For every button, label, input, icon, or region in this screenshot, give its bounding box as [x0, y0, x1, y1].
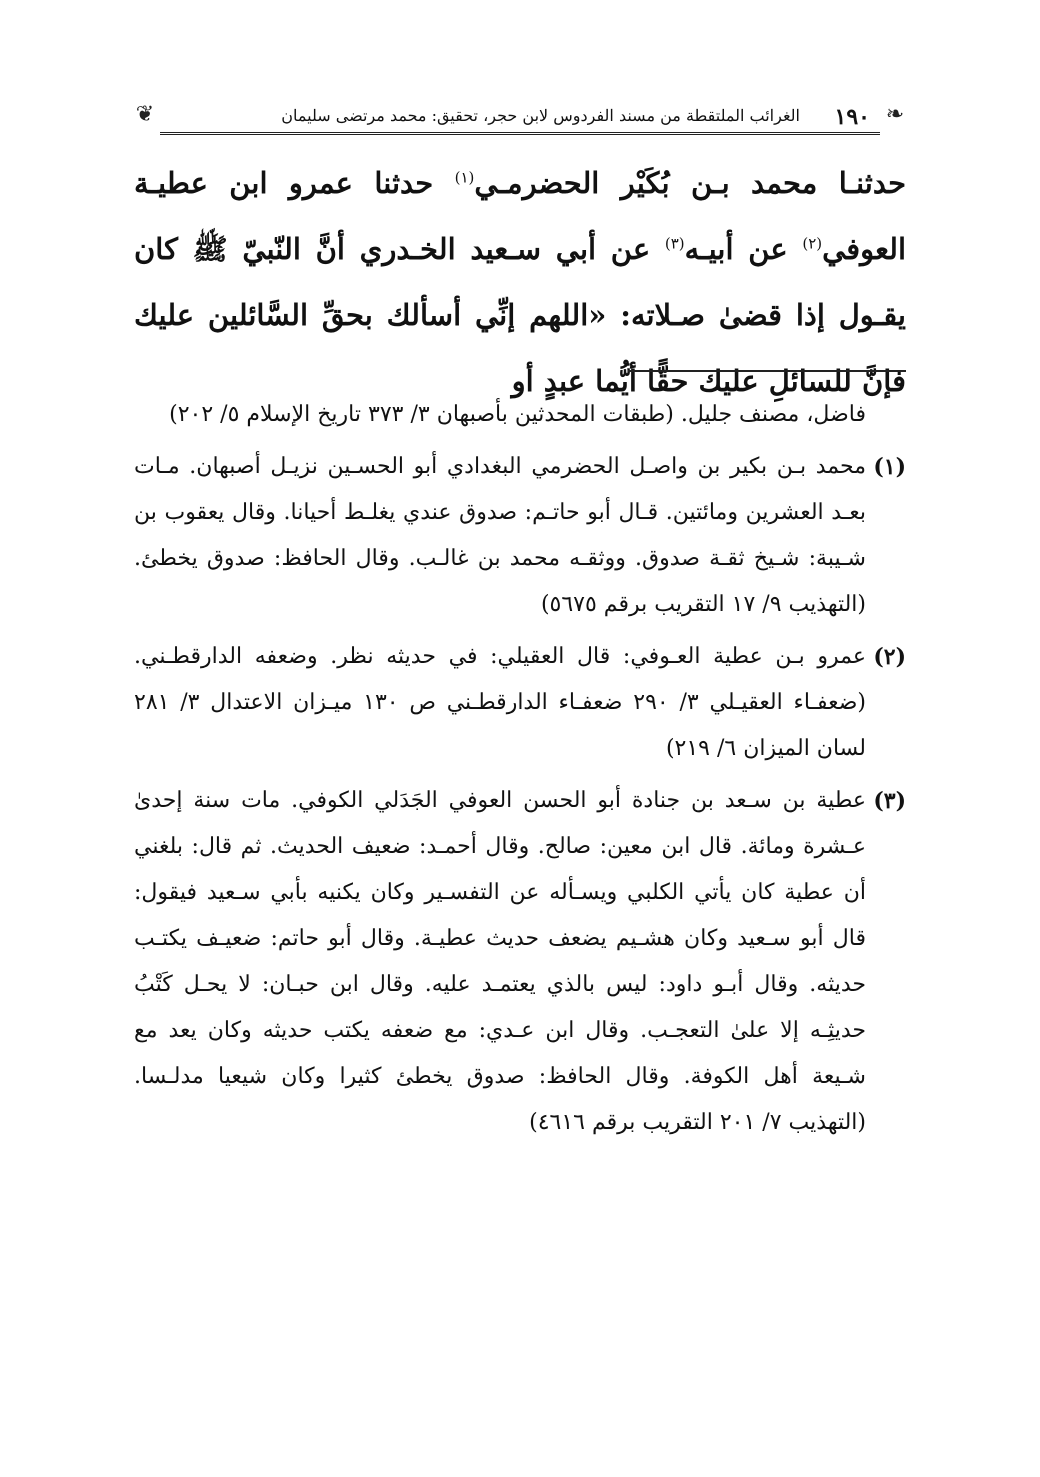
header-rule: [160, 132, 880, 135]
footnote-text: محمد بـن بكير بن واصـل الحضرمي البغدادي أبو الحسـين نزيـل أصبهان. مـات بعـد العشرين ومائتين. قـال أبو حاتـم: صدوق عندي يغلـط أحيانا. وقال يعقوب بن شـيبة: شـيخ ثقـة صدوق. ووثقـه محمد بن غالـب. وقال الحافظ: صدوق يخطئ. (التهذيب ٩/ ١٧ التقريب برقم ٥٦٧٥): [134, 454, 866, 617]
page-header: [130, 96, 910, 136]
footnote-ref: (١): [454, 168, 475, 187]
narration-text: عن أبي سـعيد الخـدري أنَّ النّبيّ ﷺ كان يقـول إذا قضىٰ صـلاته: «اللهم إنِّي أسألك بحقِّ السَّائلين عليك فإنَّ للسائلِ عليك حقًّا أيُّما عبدٍ أو: [134, 232, 906, 398]
footnote-divider: [628, 370, 906, 372]
page-number: ١٩٠: [834, 104, 870, 130]
narration-text: حدثنـا محمد بـن بُكَيْر الحضرمـي: [474, 166, 907, 200]
footnote-number: (٢): [873, 644, 906, 670]
footnote: [134, 778, 906, 1146]
floral-ornament-icon: ❧: [885, 102, 905, 127]
narration-text: حدثنا عمرو ابن عطيـة العوفي: [134, 166, 907, 266]
footnote-continuation: فاضل، مصنف جليل. (طبقات المحدثين بأصبهان ٣/ ٣٧٣ تاريخ الإسلام ٥/ ٢٠٢): [169, 402, 866, 427]
footnote-text: عطية بن سـعد بن جنادة أبو الحسن العوفي الجَدَلي الكوفي. مات سنة إحدىٰ عـشرة ومائة. قال ابن معين: صالح. وقال أحمـد: ضعيف الحديث. ثم قال: بلغني أن عطية كان يأتي الكلبي ويسـأله عن التفسـير وكان يكنيه بأبي سـعيد فيقول: قال أبو سـعيد وكان هشـيم يضعف حديث عطيـة. وقال أبو حاتم: ضعيـف يكتـب حديثه. وقال أبـو داود: ليس بالذي يعتمـد عليه. وقال ابن حبـان: لا يحـل كَتْبُ حديثِـه إلا علىٰ التعجـب. وقال ابن عـدي: مع ضعفه يكتب حديثه وكان يعد مع شـيعة أهل الكوفة. وقال الحافظ: صدوق يخطئ كثيرا وكان شيعيا مدلـسا. (التهذيب ٧/ ٢٠١ التقريب برقم ٤٦١٦): [134, 788, 866, 1135]
floral-ornament-icon: ❦: [135, 102, 155, 127]
footnote: [134, 444, 906, 628]
footnote: [134, 634, 906, 772]
footnote-number: (٣): [873, 788, 906, 814]
hadith-paragraph: [134, 150, 906, 414]
footnotes: [134, 392, 906, 1146]
main-text: [134, 150, 906, 414]
running-title: الغرائب الملتقطة من مسند الفردوس لابن حجر، تحقيق: محمد مرتضى سليمان: [281, 106, 800, 125]
footnote-number: (١): [873, 454, 906, 480]
footnote-ref: (٣): [664, 234, 685, 253]
narration-text: عن أبيـه: [684, 232, 803, 266]
footnote-ref: (٢): [802, 234, 823, 253]
footnote-text: عمرو بـن عطية العـوفي: قال العقيلي: في حديثه نظر. وضعفه الدارقطـني. (ضعفـاء العقيـلي ٣/ ٢٩٠ ضعفـاء الدارقطـني ص ١٣٠ ميـزان الاعتدال ٣/ ٢٨١ لسان الميزان ٦/ ٢١٩): [134, 644, 867, 761]
